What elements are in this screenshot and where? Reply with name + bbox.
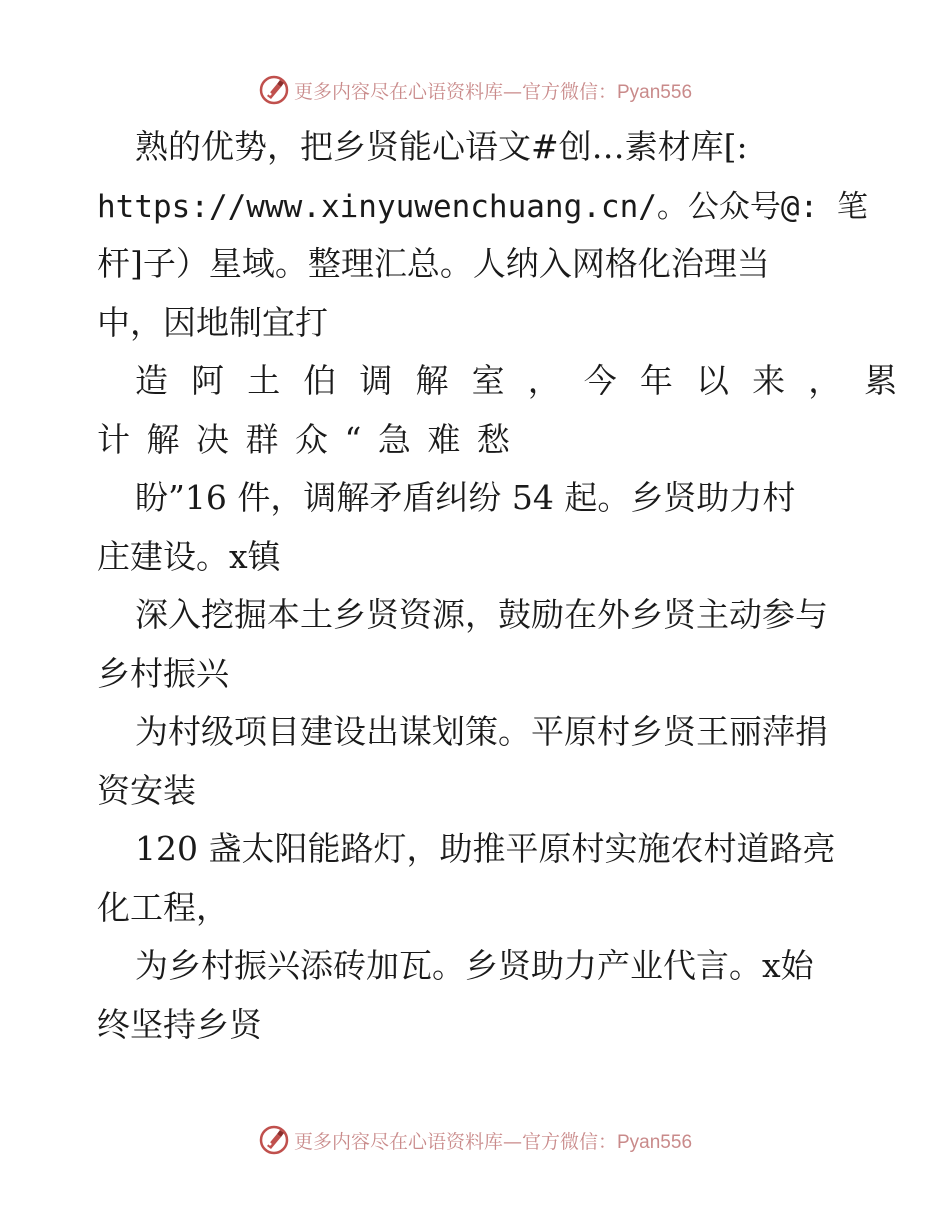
body-line: 计解决群众“急难愁	[97, 419, 527, 459]
body-line: 中，因地制宜打	[97, 302, 328, 342]
header-watermark	[0, 70, 950, 110]
body-line: 造阿土伯调解室，今年以来，累	[135, 361, 921, 400]
body-line: 熟的优势，把乡贤能心语文#创…素材库[:	[135, 127, 748, 166]
body-line: 庄建设。x镇	[97, 536, 281, 576]
body-line: 资安装	[97, 770, 196, 810]
body-line: 化工程，	[97, 887, 229, 927]
pen-nib-logo-icon	[258, 1124, 290, 1156]
watermark-text: 更多内容尽在心语资料库—官方微信：Pyan556	[293, 1130, 693, 1153]
body-line: 为乡村振兴添砖加瓦。乡贤助力产业代言。x始	[135, 946, 814, 985]
watermark-text: 更多内容尽在心语资料库—官方微信：Pyan556	[293, 80, 693, 103]
body-line: 终坚持乡贤	[97, 1004, 262, 1044]
body-line: 乡村振兴	[97, 653, 229, 693]
body-line: 120 盏太阳能路灯，助推平原村实施农村道路亮	[135, 829, 836, 868]
pen-nib-logo-icon	[258, 74, 290, 106]
document-body	[97, 118, 921, 1054]
body-line: https://www.xinyuwenchuang.cn/。公众号@: 笔	[97, 188, 868, 225]
body-line: 盼”16 件，调解矛盾纠纷 54 起。乡贤助力村	[135, 478, 796, 517]
footer-watermark	[0, 1120, 950, 1160]
body-line: 深入挖掘本土乡贤资源，鼓励在外乡贤主动参与	[135, 595, 828, 634]
body-line: 为村级项目建设出谋划策。平原村乡贤王丽萍捐	[135, 712, 828, 751]
body-line: 杆]子）星域。整理汇总。人纳入网格化治理当	[97, 244, 770, 283]
